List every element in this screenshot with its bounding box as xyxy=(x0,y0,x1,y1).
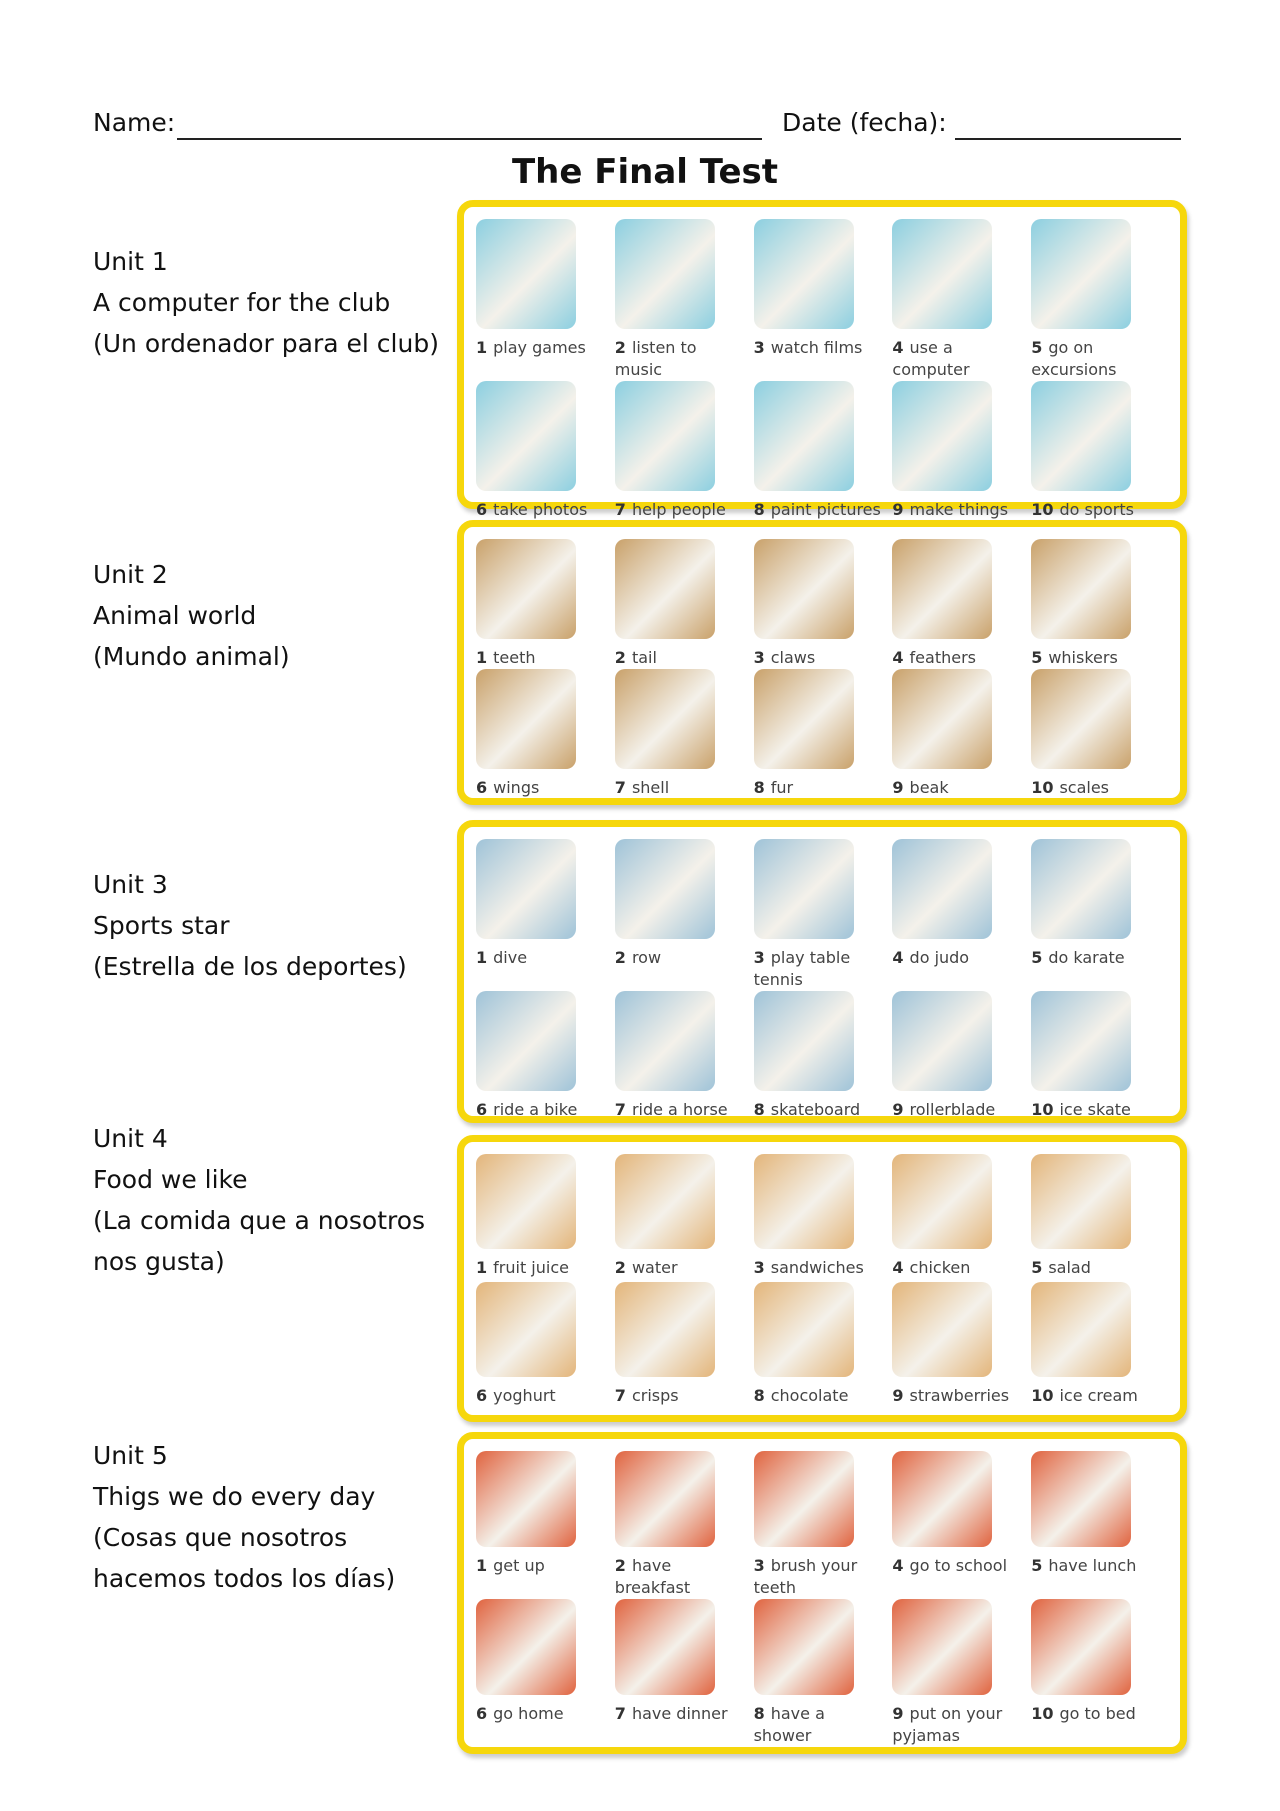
item-text: watch films xyxy=(770,338,863,357)
vocabulary-picture xyxy=(754,1282,854,1377)
vocabulary-picture xyxy=(615,539,715,639)
item-text: chicken xyxy=(909,1258,971,1277)
unit-heading-line: (Estrella de los deportes) xyxy=(93,952,407,981)
item-number: 7 xyxy=(614,500,626,519)
vocabulary-label xyxy=(615,947,661,969)
item-text: put on your pyjamas xyxy=(892,1704,1003,1745)
item-number: 8 xyxy=(753,778,765,797)
item-text: rollerblade xyxy=(909,1100,996,1119)
item-number: 2 xyxy=(614,648,626,667)
vocabulary-picture xyxy=(615,991,715,1091)
item-number: 7 xyxy=(614,1704,626,1723)
vocabulary-item xyxy=(1031,539,1170,669)
item-text: yoghurt xyxy=(493,1385,556,1405)
vocabulary-item xyxy=(754,1599,893,1747)
vocabulary-item xyxy=(1031,1451,1170,1599)
vocabulary-label xyxy=(754,337,863,359)
item-text: dive xyxy=(493,948,528,967)
item-number: 4 xyxy=(892,338,904,357)
item-number: 10 xyxy=(1031,1385,1054,1405)
vocabulary-picture xyxy=(615,669,715,769)
vocabulary-label xyxy=(754,1099,861,1121)
unit-heading-line: nos gusta) xyxy=(93,1247,225,1276)
item-number: 3 xyxy=(753,648,765,667)
item-text: fruit juice xyxy=(493,1258,569,1277)
vocabulary-item xyxy=(1031,1282,1170,1410)
item-number: 9 xyxy=(892,778,904,797)
vocabulary-item xyxy=(476,539,615,669)
vocabulary-label xyxy=(892,1555,1007,1577)
vocabulary-item xyxy=(615,381,754,521)
vocabulary-item xyxy=(754,1451,893,1599)
item-text: get up xyxy=(493,1556,545,1575)
vocabulary-label xyxy=(754,777,794,799)
vocabulary-item xyxy=(615,991,754,1121)
item-number: 10 xyxy=(1031,500,1054,519)
vocabulary-item xyxy=(754,539,893,669)
item-text: teeth xyxy=(493,648,536,667)
item-number: 3 xyxy=(753,948,765,967)
vocabulary-item xyxy=(476,839,615,991)
vocabulary-label xyxy=(476,777,539,799)
vocabulary-label xyxy=(892,777,948,799)
item-text: crisps xyxy=(631,1385,679,1405)
item-number: 4 xyxy=(892,648,904,667)
vocabulary-picture xyxy=(476,381,576,491)
vocabulary-item xyxy=(754,839,893,991)
item-text: chocolate xyxy=(770,1385,849,1405)
unit-heading-line: hacemos todos los días) xyxy=(93,1564,396,1593)
item-number: 9 xyxy=(892,500,904,519)
vocabulary-item xyxy=(892,1599,1031,1747)
unit-1-vocabulary-box xyxy=(457,200,1187,519)
vocabulary-label xyxy=(476,1385,556,1407)
vocabulary-item xyxy=(1031,669,1170,799)
vocabulary-item xyxy=(892,539,1031,669)
date-field-line[interactable] xyxy=(955,138,1181,140)
item-text: paint pictures xyxy=(770,500,881,519)
item-number: 3 xyxy=(753,338,765,357)
item-text: water xyxy=(631,1258,678,1277)
vocabulary-label xyxy=(754,1703,825,1747)
item-text: have dinner xyxy=(631,1704,728,1723)
vocabulary-picture xyxy=(1031,539,1131,639)
item-text: strawberries xyxy=(909,1385,1010,1405)
vocabulary-label xyxy=(1031,777,1109,799)
vocabulary-label xyxy=(1031,1703,1136,1725)
vocabulary-picture xyxy=(754,991,854,1091)
item-number: 6 xyxy=(476,778,488,797)
vocabulary-label xyxy=(615,647,657,669)
vocabulary-item xyxy=(892,839,1031,991)
unit-2-vocabulary-box xyxy=(457,520,1187,805)
vocabulary-label xyxy=(754,1555,858,1599)
vocabulary-item xyxy=(615,839,754,991)
item-text: sandwiches xyxy=(770,1258,864,1277)
unit-heading-line: Unit 5 xyxy=(93,1441,168,1470)
vocabulary-picture xyxy=(1031,991,1131,1091)
vocabulary-item xyxy=(615,1282,754,1410)
unit-heading-line: Unit 1 xyxy=(93,247,168,276)
item-number: 3 xyxy=(753,1556,765,1575)
vocabulary-picture xyxy=(892,991,992,1091)
unit-heading-line: Unit 2 xyxy=(93,560,168,589)
item-text: shell xyxy=(631,778,670,797)
vocabulary-picture xyxy=(615,1599,715,1695)
item-text: have lunch xyxy=(1048,1556,1137,1575)
vocabulary-label xyxy=(892,1385,1009,1407)
item-text: tail xyxy=(631,648,657,667)
vocabulary-item xyxy=(754,219,893,381)
item-number: 2 xyxy=(614,1258,626,1277)
vocabulary-label xyxy=(476,647,536,669)
item-text: listen to music xyxy=(614,338,697,379)
vocabulary-picture xyxy=(754,539,854,639)
item-number: 2 xyxy=(614,1556,626,1575)
vocabulary-label xyxy=(615,777,669,799)
item-text: fur xyxy=(770,778,794,797)
item-text: salad xyxy=(1048,1258,1091,1277)
vocabulary-picture xyxy=(754,1154,854,1249)
vocabulary-label xyxy=(476,1257,569,1279)
vocabulary-picture xyxy=(1031,219,1131,329)
item-number: 9 xyxy=(892,1100,904,1119)
vocabulary-picture xyxy=(615,219,715,329)
item-text: beak xyxy=(909,778,949,797)
item-number: 6 xyxy=(476,1385,488,1405)
vocabulary-label xyxy=(1031,337,1116,381)
unit-3-heading xyxy=(93,864,407,987)
item-number: 6 xyxy=(476,1100,488,1119)
item-text: go on excursions xyxy=(1031,338,1117,379)
item-number: 2 xyxy=(614,948,626,967)
vocabulary-label xyxy=(615,1555,690,1599)
vocabulary-item xyxy=(754,669,893,799)
item-number: 8 xyxy=(753,1385,765,1405)
vocabulary-picture xyxy=(1031,1154,1131,1249)
item-number: 8 xyxy=(753,1704,765,1723)
item-number: 2 xyxy=(614,338,626,357)
item-text: go to school xyxy=(909,1556,1008,1575)
item-text: do karate xyxy=(1048,948,1125,967)
vocabulary-item xyxy=(892,1154,1031,1282)
unit-heading-line: Unit 3 xyxy=(93,870,168,899)
vocabulary-picture xyxy=(892,839,992,939)
name-field-line[interactable] xyxy=(177,138,762,140)
vocabulary-label xyxy=(892,1257,970,1279)
item-number: 1 xyxy=(476,338,488,357)
item-text: have a shower xyxy=(753,1704,825,1745)
item-number: 7 xyxy=(614,1100,626,1119)
vocabulary-label xyxy=(615,1385,679,1407)
vocabulary-picture xyxy=(754,381,854,491)
vocabulary-picture xyxy=(754,1451,854,1547)
vocabulary-item xyxy=(892,1451,1031,1599)
vocabulary-label xyxy=(754,1257,864,1279)
item-text: go to bed xyxy=(1059,1704,1136,1723)
vocabulary-label xyxy=(892,1099,995,1121)
vocabulary-item xyxy=(892,991,1031,1121)
vocabulary-item xyxy=(1031,1599,1170,1747)
item-number: 5 xyxy=(1031,1556,1043,1575)
item-number: 8 xyxy=(753,1100,765,1119)
vocabulary-picture xyxy=(615,839,715,939)
vocabulary-item xyxy=(1031,1154,1170,1282)
item-text: play table tennis xyxy=(753,948,851,989)
item-number: 5 xyxy=(1031,948,1043,967)
item-text: do sports xyxy=(1059,500,1134,519)
item-number: 5 xyxy=(1031,648,1043,667)
vocabulary-picture xyxy=(754,1599,854,1695)
vocabulary-label xyxy=(476,337,586,359)
item-text: ice cream xyxy=(1059,1385,1138,1405)
unit-4-heading xyxy=(93,1118,425,1282)
vocabulary-label xyxy=(615,1257,678,1279)
unit-heading-line: Unit 4 xyxy=(93,1124,168,1153)
vocabulary-label xyxy=(615,337,697,381)
unit-heading-line: Animal world xyxy=(93,601,257,630)
vocabulary-picture xyxy=(615,381,715,491)
vocabulary-label xyxy=(476,1099,577,1121)
vocabulary-picture xyxy=(1031,669,1131,769)
unit-3-vocabulary-box xyxy=(457,820,1187,1123)
item-number: 10 xyxy=(1031,1704,1054,1723)
vocabulary-item xyxy=(615,1451,754,1599)
vocabulary-item xyxy=(476,669,615,799)
vocabulary-picture xyxy=(476,991,576,1091)
vocabulary-item xyxy=(754,1154,893,1282)
item-number: 10 xyxy=(1031,1100,1054,1119)
vocabulary-picture xyxy=(892,1451,992,1547)
vocabulary-picture xyxy=(476,839,576,939)
item-text: skateboard xyxy=(770,1100,861,1119)
item-number: 6 xyxy=(476,1704,488,1723)
unit-5-vocabulary-box xyxy=(457,1432,1187,1754)
vocabulary-label xyxy=(615,1099,728,1121)
name-label: Name: xyxy=(93,108,176,137)
unit-heading-line: (Mundo animal) xyxy=(93,642,290,671)
vocabulary-picture xyxy=(892,539,992,639)
item-number: 10 xyxy=(1031,778,1054,797)
vocabulary-item xyxy=(892,1282,1031,1410)
vocabulary-item xyxy=(476,1599,615,1747)
vocabulary-item xyxy=(615,1599,754,1747)
item-text: do judo xyxy=(909,948,970,967)
vocabulary-item xyxy=(615,669,754,799)
item-text: scales xyxy=(1059,778,1110,797)
vocabulary-item xyxy=(615,1154,754,1282)
item-number: 8 xyxy=(753,500,765,519)
item-number: 4 xyxy=(892,948,904,967)
vocabulary-label xyxy=(754,947,893,991)
unit-heading-line: (Un ordenador para el club) xyxy=(93,329,439,358)
item-number: 9 xyxy=(892,1704,904,1723)
vocabulary-picture xyxy=(476,539,576,639)
item-text: ride a bike xyxy=(493,1100,578,1119)
vocabulary-label xyxy=(754,647,816,669)
vocabulary-item xyxy=(892,219,1031,381)
vocabulary-picture xyxy=(892,219,992,329)
item-number: 6 xyxy=(476,500,488,519)
unit-heading-line: (La comida que a nosotros xyxy=(93,1206,426,1235)
vocabulary-label xyxy=(1031,1099,1131,1121)
vocabulary-item xyxy=(1031,839,1170,991)
vocabulary-picture xyxy=(892,1154,992,1249)
vocabulary-label xyxy=(1031,499,1134,521)
vocabulary-item xyxy=(615,539,754,669)
vocabulary-label xyxy=(1031,647,1118,669)
unit-heading-line: Food we like xyxy=(93,1165,248,1194)
vocabulary-label xyxy=(615,1703,728,1725)
item-number: 5 xyxy=(1031,1258,1043,1277)
vocabulary-item xyxy=(1031,381,1170,521)
item-number: 1 xyxy=(476,948,488,967)
item-number: 7 xyxy=(614,778,626,797)
vocabulary-picture xyxy=(615,1154,715,1249)
item-text: wings xyxy=(493,778,540,797)
unit-heading-line: Sports star xyxy=(93,911,230,940)
item-text: make things xyxy=(909,500,1009,519)
item-number: 1 xyxy=(476,648,488,667)
item-number: 1 xyxy=(476,1556,488,1575)
vocabulary-picture xyxy=(754,669,854,769)
vocabulary-label xyxy=(1031,1257,1091,1279)
vocabulary-picture xyxy=(1031,381,1131,491)
unit-heading-line: A computer for the club xyxy=(93,288,391,317)
vocabulary-picture xyxy=(892,1599,992,1695)
vocabulary-picture xyxy=(1031,1451,1131,1547)
vocabulary-item xyxy=(476,1451,615,1599)
vocabulary-label xyxy=(1031,1555,1136,1577)
item-number: 4 xyxy=(892,1258,904,1277)
vocabulary-label xyxy=(476,499,587,521)
item-number: 5 xyxy=(1031,338,1043,357)
vocabulary-picture xyxy=(754,219,854,329)
vocabulary-picture xyxy=(615,1451,715,1547)
vocabulary-picture xyxy=(615,1282,715,1377)
vocabulary-label xyxy=(892,947,969,969)
item-number: 4 xyxy=(892,1556,904,1575)
item-text: whiskers xyxy=(1048,648,1118,667)
vocabulary-item xyxy=(476,1282,615,1410)
vocabulary-item xyxy=(1031,991,1170,1121)
item-number: 3 xyxy=(753,1258,765,1277)
vocabulary-label xyxy=(1031,1385,1138,1407)
vocabulary-picture xyxy=(476,219,576,329)
vocabulary-label xyxy=(476,1555,545,1577)
vocabulary-picture xyxy=(754,839,854,939)
item-text: take photos xyxy=(493,500,588,519)
vocabulary-picture xyxy=(1031,839,1131,939)
vocabulary-item xyxy=(892,669,1031,799)
vocabulary-item xyxy=(892,381,1031,521)
vocabulary-picture xyxy=(892,669,992,769)
vocabulary-picture xyxy=(476,1154,576,1249)
item-text: claws xyxy=(770,648,816,667)
vocabulary-label xyxy=(892,337,969,381)
item-number: 9 xyxy=(892,1385,904,1405)
page-title: The Final Test xyxy=(511,152,779,192)
vocabulary-item xyxy=(754,381,893,521)
vocabulary-picture xyxy=(476,1451,576,1547)
vocabulary-label xyxy=(476,947,527,969)
vocabulary-picture xyxy=(476,1599,576,1695)
vocabulary-item xyxy=(476,219,615,381)
date-label: Date (fecha): xyxy=(782,108,947,137)
vocabulary-item xyxy=(476,381,615,521)
item-text: brush your teeth xyxy=(753,1556,858,1597)
vocabulary-label xyxy=(615,499,726,521)
unit-4-vocabulary-box xyxy=(457,1135,1187,1422)
unit-heading-line: (Cosas que nosotros xyxy=(93,1523,348,1552)
vocabulary-picture xyxy=(892,1282,992,1377)
vocabulary-item xyxy=(476,991,615,1121)
vocabulary-label xyxy=(754,499,881,521)
vocabulary-picture xyxy=(1031,1282,1131,1377)
unit-5-heading xyxy=(93,1435,395,1599)
unit-1-heading xyxy=(93,241,439,364)
vocabulary-item xyxy=(754,991,893,1121)
unit-2-heading xyxy=(93,554,290,677)
item-text: go home xyxy=(493,1704,564,1723)
item-text: use a computer xyxy=(892,338,970,379)
item-text: row xyxy=(631,948,662,967)
vocabulary-label xyxy=(892,647,976,669)
vocabulary-picture xyxy=(476,1282,576,1377)
vocabulary-label xyxy=(892,499,1008,521)
item-number: 1 xyxy=(476,1258,488,1277)
item-number: 7 xyxy=(614,1385,626,1405)
vocabulary-item xyxy=(1031,219,1170,381)
vocabulary-picture xyxy=(476,669,576,769)
item-text: ride a horse xyxy=(631,1100,728,1119)
vocabulary-item xyxy=(476,1154,615,1282)
vocabulary-item xyxy=(754,1282,893,1410)
item-text: ice skate xyxy=(1059,1100,1131,1119)
unit-heading-line: Thigs we do every day xyxy=(93,1482,376,1511)
item-text: feathers xyxy=(909,648,976,667)
item-text: help people xyxy=(631,500,726,519)
vocabulary-label xyxy=(1031,947,1124,969)
vocabulary-item xyxy=(615,219,754,381)
vocabulary-picture xyxy=(1031,1599,1131,1695)
vocabulary-label xyxy=(892,1703,1002,1747)
vocabulary-picture xyxy=(892,381,992,491)
vocabulary-label xyxy=(754,1385,849,1407)
item-text: have breakfast xyxy=(614,1556,691,1597)
vocabulary-label xyxy=(476,1703,564,1725)
item-text: play games xyxy=(493,338,586,357)
